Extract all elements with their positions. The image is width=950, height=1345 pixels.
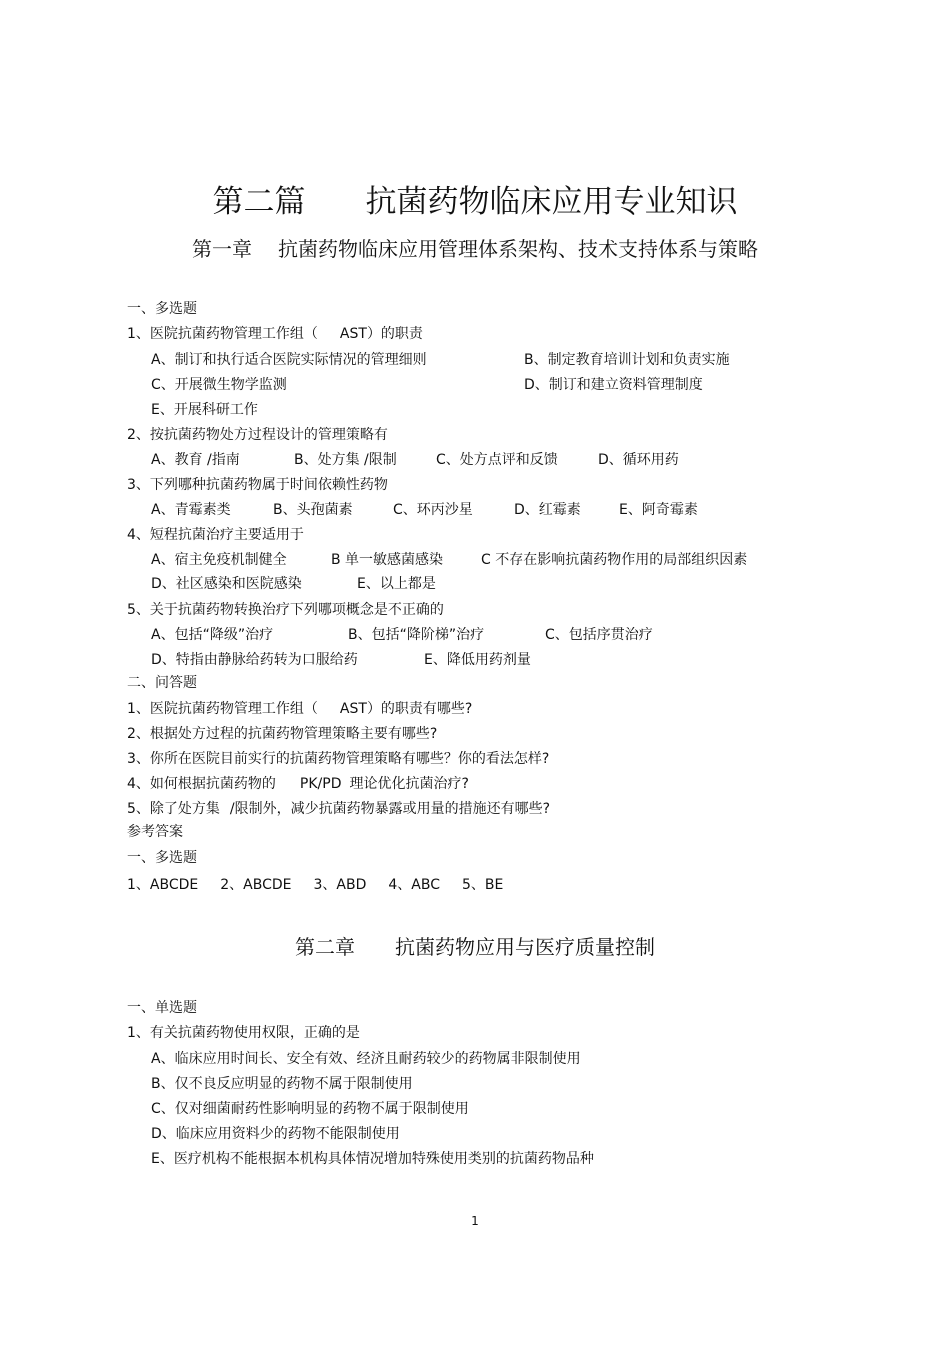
- option: D、红霉素: [514, 502, 581, 518]
- answer: 1、ABCDE: [127, 877, 199, 893]
- question-stem: 1、有关抗菌药物使用权限，正确的是: [127, 1025, 360, 1041]
- question-stem: 1、医院抗菌药物管理工作组（ AST）的职责: [127, 326, 423, 342]
- section-heading: 一、多选题: [127, 850, 197, 866]
- part-title: [0, 176, 950, 221]
- option: A、青霉素类: [151, 502, 231, 518]
- option: C 不存在影响抗菌药物作用的局部组织因素: [481, 552, 748, 568]
- option: D、制订和建立资料管理制度: [524, 377, 703, 393]
- section-heading: 一、单选题: [127, 1000, 197, 1016]
- option: B、包括“降阶梯”治疗: [348, 627, 485, 643]
- option: E、开展科研工作: [151, 402, 258, 418]
- chapter1-title-num: 第一章: [192, 237, 252, 261]
- page-number: 1: [471, 1214, 479, 1228]
- option: D、特指由静脉给药转为口服给药: [151, 652, 358, 668]
- answers-heading: 参考答案: [127, 824, 183, 840]
- question-stem: 4、短程抗菌治疗主要适用于: [127, 527, 304, 543]
- option: E、降低用药剂量: [424, 652, 531, 668]
- option: C、处方点评和反馈: [436, 452, 558, 468]
- chapter1-title: [0, 233, 950, 262]
- option: D、社区感染和医院感染: [151, 576, 302, 592]
- option: D、循环用药: [598, 452, 679, 468]
- option: A、包括“降级”治疗: [151, 627, 274, 643]
- chapter1-title-name: 抗菌药物临床应用管理体系架构、技术支持体系与策略: [278, 237, 758, 261]
- answer: 2、ABCDE: [220, 877, 292, 893]
- chapter2-title: [0, 931, 950, 960]
- option: E、医疗机构不能根据本机构具体情况增加特殊使用类别的抗菌药物品种: [151, 1151, 594, 1167]
- option: D、临床应用资料少的药物不能限制使用: [151, 1126, 400, 1142]
- section-heading: 一、多选题: [127, 301, 197, 317]
- chapter2-title-num: 第二章: [295, 935, 355, 959]
- option: E、以上都是: [357, 576, 436, 592]
- section-heading: 二、问答题: [127, 675, 197, 691]
- question-stem: 3、下列哪种抗菌药物属于时间依赖性药物: [127, 477, 388, 493]
- qa-item: 2、根据处方过程的抗菌药物管理策略主要有哪些?: [127, 726, 438, 742]
- answer: 5、BE: [462, 877, 504, 893]
- qa-item: 4、如何根据抗菌药物的 PK/PD 理论优化抗菌治疗?: [127, 776, 469, 792]
- option: B、仅不良反应明显的药物不属于限制使用: [151, 1076, 413, 1092]
- option: A、临床应用时间长、安全有效、经济且耐药较少的药物属非限制使用: [151, 1051, 581, 1067]
- option: C、包括序贯治疗: [545, 627, 653, 643]
- option: E、阿奇霉素: [619, 502, 698, 518]
- option: A、制订和执行适合医院实际情况的管理细则: [151, 352, 427, 368]
- qa-item: 3、你所在医院目前实行的抗菌药物管理策略有哪些？你的看法怎样?: [127, 751, 550, 767]
- option: B、处方集 /限制: [294, 452, 397, 468]
- answer: 4、ABC: [388, 877, 440, 893]
- answer: 3、ABD: [313, 877, 367, 893]
- answer-key: [127, 874, 503, 894]
- chapter2-title-name: 抗菌药物应用与医疗质量控制: [395, 935, 655, 959]
- option: B 单一敏感菌感染: [331, 552, 444, 568]
- question-stem: 2、按抗菌药物处方过程设计的管理策略有: [127, 427, 388, 443]
- question-stem: 5、关于抗菌药物转换治疗下列哪项概念是不正确的: [127, 602, 444, 618]
- qa-item: 5、除了处方集 /限制外，减少抗菌药物暴露或用量的措施还有哪些?: [127, 801, 551, 817]
- qa-item: 1、医院抗菌药物管理工作组（ AST）的职责有哪些?: [127, 701, 473, 717]
- option: A、宿主免疫机制健全: [151, 552, 287, 568]
- part-title-name: 抗菌药物临床应用专业知识: [365, 184, 738, 220]
- option: C、仅对细菌耐药性影响明显的药物不属于限制使用: [151, 1101, 469, 1117]
- option: B、制定教育培训计划和负责实施: [524, 352, 730, 368]
- part-title-num: 第二篇: [212, 184, 306, 220]
- option: B、头孢菌素: [273, 502, 353, 518]
- option: C、开展微生物学监测: [151, 377, 287, 393]
- option: C、环丙沙星: [393, 502, 473, 518]
- option: A、教育 /指南: [151, 452, 240, 468]
